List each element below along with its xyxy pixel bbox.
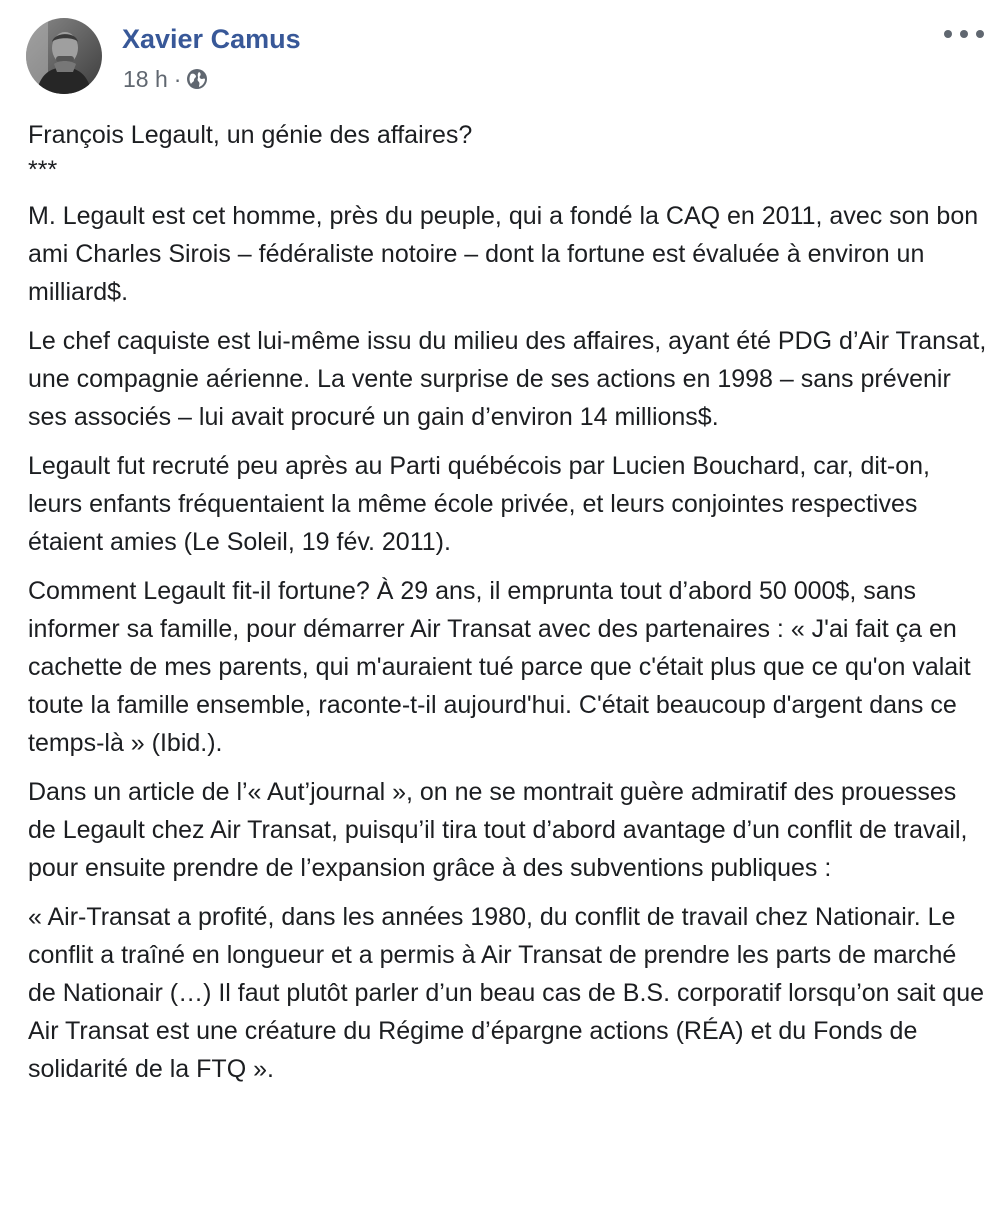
- post-paragraph: « Air-Transat a profité, dans les années 1980, du conflit de travail chez Nationair. Le conflit a traîné en longueur et a permis à Air Transat de prendre les parts de marché de Nationair (…) Il faut plutôt parler d’un beau cas de B.S. corporatif lorsqu’on sait que Air Transat est une créature du Régime d’épargne actions (RÉA) et du Fonds de solidarité de la FTQ ».: [28, 903, 985, 1083]
- post-timestamp[interactable]: 18 h: [123, 65, 168, 92]
- post-paragraph: M. Legault est cet homme, près du peuple, qui a fondé la CAQ en 2011, avec son bon ami Charles Sirois – fédéraliste notoire – dont la fortune est évaluée à environ un milliard$.: [28, 202, 979, 306]
- more-options-icon[interactable]: [944, 22, 984, 46]
- post-paragraph: Legault fut recruté peu après au Parti québécois par Lucien Bouchard, car, dit-on, leurs enfants fréquentaient la même école privée, et leurs conjointes respectives étaient amies (Le Soleil, 19 fév. 2011).: [28, 452, 930, 556]
- author-name[interactable]: Xavier Camus: [122, 24, 301, 54]
- globe-icon[interactable]: [186, 68, 208, 90]
- avatar[interactable]: [26, 18, 102, 94]
- post-meta: [123, 64, 208, 94]
- post-title: François Legault, un génie des affaires?: [28, 121, 473, 149]
- more-dot: [976, 30, 984, 38]
- more-dot: [960, 30, 968, 38]
- post-paragraph: Dans un article de l’« Aut’journal », on ne se montrait guère admiratif des prouesses de Legault chez Air Transat, puisqu’il tira tout d’abord avantage d’un conflit de travail, pour ensuite prendre de l’expansion grâce à des subventions publiques :: [28, 778, 968, 882]
- post-paragraph: Le chef caquiste est lui-même issu du milieu des affaires, ayant été PDG d’Air Transat, une compagnie aérienne. La vente surprise de ses actions en 1998 – sans prévenir ses associés – lui avait procuré un gain d’environ 14 millions$.: [28, 327, 987, 431]
- post-separator-stars: ***: [28, 156, 58, 184]
- post-paragraph: Comment Legault fit-il fortune? À 29 ans, il emprunta tout d’abord 50 000$, sans informer sa famille, pour démarrer Air Transat avec des partenaires : « J'ai fait ça en cachette de mes parents, qui m'auraient tué parce que c'était plus que ce qu'on valait toute la famille ensemble, raconte-t-il aujourd'hui. C'était beaucoup d'argent dans ce temps-là » (Ibid.).: [28, 577, 971, 757]
- post-body: [28, 116, 988, 1099]
- more-dot: [944, 30, 952, 38]
- meta-separator: ·: [173, 65, 182, 92]
- avatar-photo: [26, 18, 102, 94]
